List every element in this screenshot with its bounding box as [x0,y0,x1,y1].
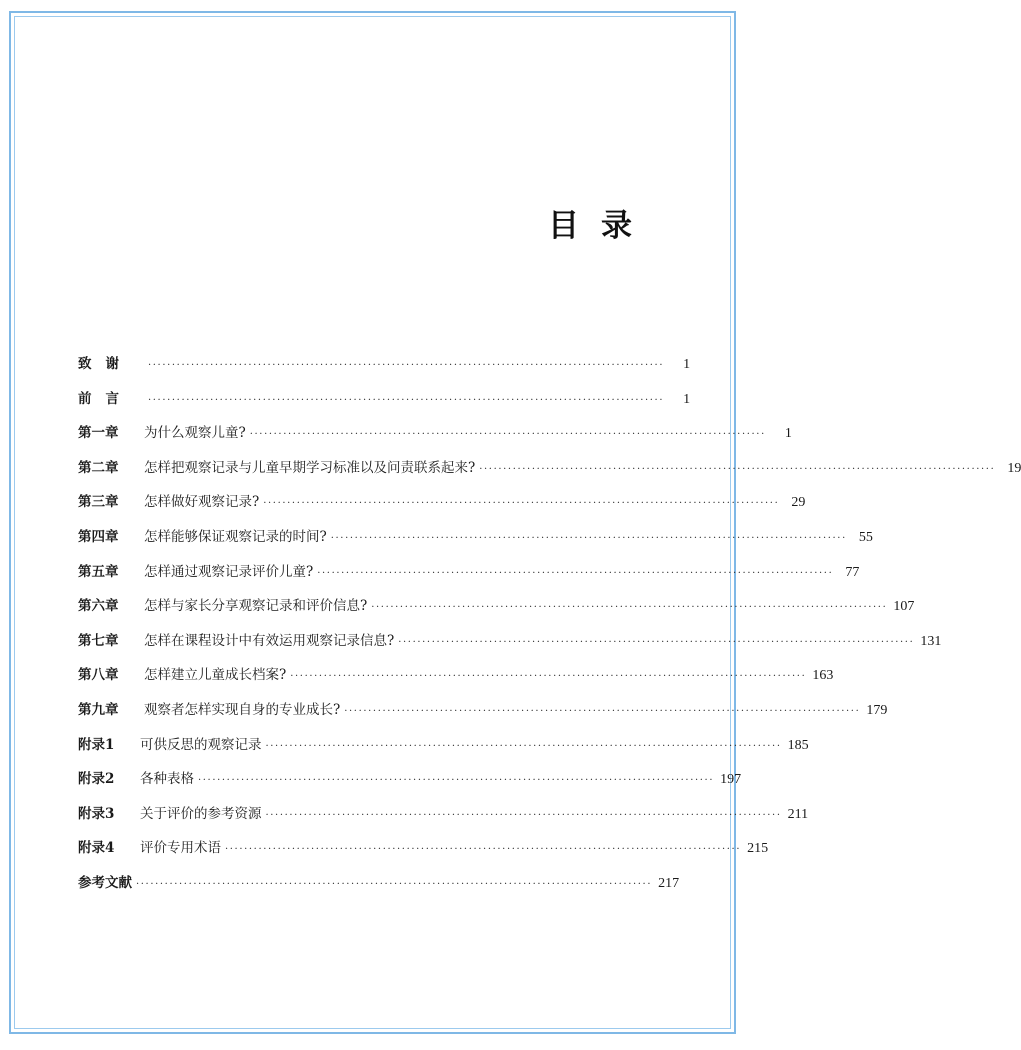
toc-entry-chapter-4[interactable] [78,520,873,555]
toc-entry-title: 怎样能够保证观察记录的时间? [144,528,327,545]
toc-entry-chapter-6[interactable] [78,589,915,624]
toc-entry-title: 为什么观察儿童? [144,425,246,442]
toc-entry-label: 第八章 [78,667,119,684]
toc-entry-chapter-2[interactable] [78,451,1021,486]
toc-entry-label: 第九章 [78,701,119,718]
toc-entry-label: 第七章 [78,632,119,649]
toc-entry-label: 致谢 [78,356,133,372]
toc-entry-page: 1 [784,426,792,442]
toc-entry-appendix-2[interactable] [78,762,742,797]
toc-entry-label: 第一章 [78,425,119,442]
toc-entry-label: 第六章 [78,598,119,615]
toc-entry-title: 观察者怎样实现自身的专业成长? [144,701,341,718]
toc-entry-page: 185 [787,737,809,753]
toc-entry-appendix-3[interactable] [78,797,809,832]
page-title: 目录 [548,208,654,244]
toc-entry-title: 怎样把观察记录与儿童早期学习标准以及问责联系起来? [144,459,476,476]
toc-entry-label: 附录2 [78,771,115,788]
toc-entry-appendix-1[interactable] [78,728,809,763]
toc-entry-references[interactable] [78,866,680,901]
toc-entry-leader: ············································································································ [249,429,766,441]
toc-entry-leader: ············································································································ [479,463,996,475]
toc-entry-chapter-1[interactable] [78,416,792,451]
toc-entry-page: 211 [787,806,809,822]
toc-entry-leader: ············································································································ [198,775,715,787]
toc-entry-title: 怎样建立儿童成长档案? [144,667,287,684]
toc-entry-title: 怎样与家长分享观察记录和评价信息? [144,598,368,615]
toc-entry-label: 附录1 [78,736,115,753]
toc-entry-leader: ············································································································ [330,532,847,544]
toc-entry-label: 第五章 [78,563,119,580]
toc-entry-title: 各种表格 [140,771,194,788]
table-of-contents [78,347,1021,901]
toc-entry-page: 1 [683,357,691,372]
toc-entry-page: 179 [866,702,888,718]
toc-entry-chapter-5[interactable] [78,555,860,590]
toc-entry-page: 77 [845,564,860,580]
toc-entry-chapter-3[interactable] [78,485,806,520]
toc-entry-leader: ············································································································ [136,878,653,890]
toc-entry-title: 怎样做好观察记录? [144,494,260,511]
toc-entry-title: 关于评价的参考资源 [140,805,262,822]
toc-entry-leader: ············································································································ [398,636,915,648]
toc-entry-appendix-4[interactable] [78,831,769,866]
toc-entry-label: 第二章 [78,459,119,476]
toc-entry-page: 131 [920,633,942,649]
toc-entry-leader: ············································································································ [371,602,888,614]
toc-entry-title: 可供反思的观察记录 [140,736,262,753]
toc-entry-preface[interactable] [78,382,691,417]
toc-entry-acknowledgements[interactable] [78,347,691,382]
toc-entry-label: 第三章 [78,494,119,511]
toc-entry-label: 前言 [78,390,133,407]
toc-entry-label: 第四章 [78,528,119,545]
toc-entry-label: 附录4 [78,840,115,857]
toc-entry-page: 215 [747,841,769,857]
toc-entry-leader: ············································································································ [290,671,807,683]
toc-entry-page: 29 [791,495,806,511]
toc-entry-page: 19 [1007,460,1021,476]
toc-entry-chapter-7[interactable] [78,624,942,659]
toc-entry-title: 评价专用术语 [140,840,221,857]
toc-entry-leader: ············································································································ [263,498,780,510]
toc-entry-leader: ············································································································ [148,394,665,406]
toc-entry-label: 参考文献 [78,874,132,891]
toc-entry-title: 怎样在课程设计中有效运用观察记录信息? [144,632,395,649]
toc-entry-leader: ············································································································ [225,844,742,856]
toc-entry-leader: ············································································································ [344,705,861,717]
toc-entry-page: 217 [658,875,680,891]
toc-entry-leader: ············································································································ [265,740,782,752]
toc-entry-chapter-9[interactable] [78,693,888,728]
toc-entry-page: 197 [720,772,742,788]
toc-entry-leader: ············································································································ [317,567,834,579]
toc-entry-page: 1 [683,391,691,407]
toc-entry-page: 107 [893,599,915,615]
toc-entry-chapter-8[interactable] [78,658,834,693]
toc-entry-label: 附录3 [78,805,115,822]
toc-entry-page: 163 [812,668,834,684]
toc-entry-leader: ············································································································ [265,809,782,821]
toc-entry-page: 55 [858,529,873,545]
toc-entry-leader: ············································································································ [148,360,665,371]
toc-entry-title: 怎样通过观察记录评价儿童? [144,563,314,580]
